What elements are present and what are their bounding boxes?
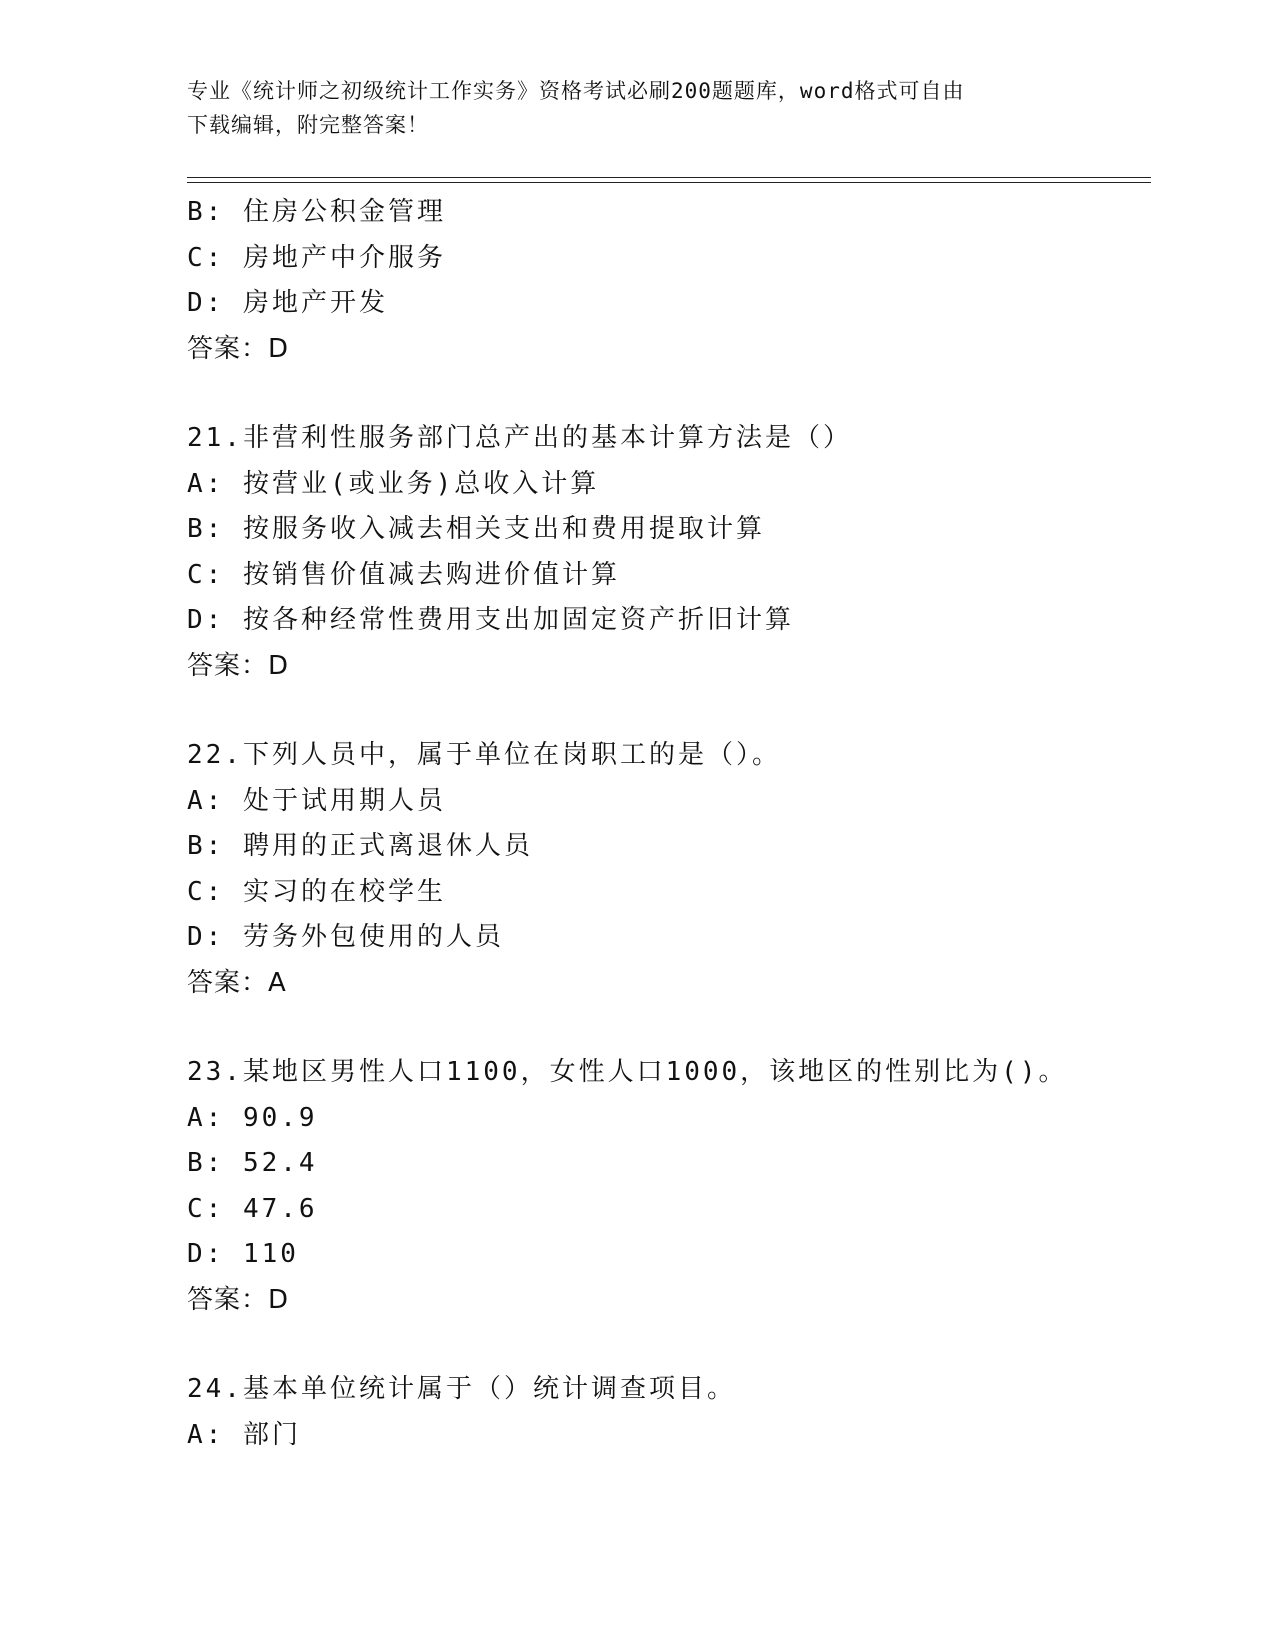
answer-line: 答案：D (187, 1284, 290, 1315)
question-block-24 (187, 1367, 1147, 1458)
answer-line: 答案：D (187, 650, 290, 681)
option-a: A: 处于试用期人员 (187, 785, 446, 816)
option-c: C: 房地产中介服务 (187, 242, 446, 273)
option-d: D: 房地产开发 (187, 288, 388, 318)
question-block-prev (187, 190, 1147, 372)
option-c: C: 实习的在校学生 (187, 876, 446, 907)
spacer (187, 1006, 1147, 1050)
spacer (187, 1323, 1147, 1367)
option-b: B: 住房公积金管理 (187, 197, 446, 227)
option-a: A: 部门 (187, 1419, 301, 1450)
question-stem: 24.基本单位统计属于（）统计调查项目。 (187, 1374, 736, 1404)
answer-line: 答案：D (187, 333, 290, 364)
option-c: C: 按销售价值减去购进价值计算 (187, 559, 620, 590)
option-c: C: 47.6 (187, 1193, 318, 1224)
spacer (187, 689, 1147, 733)
option-a: A: 90.9 (187, 1102, 318, 1133)
option-a: A: 按营业(或业务)总收入计算 (187, 468, 600, 499)
option-b: B: 52.4 (187, 1148, 318, 1178)
option-b: B: 按服务收入减去相关支出和费用提取计算 (187, 514, 765, 544)
option-d: D: 110 (187, 1239, 299, 1269)
option-b: B: 聘用的正式离退休人员 (187, 831, 533, 861)
question-stem: 22.下列人员中，属于单位在岗职工的是（）。 (187, 740, 781, 770)
question-stem: 23.某地区男性人口1100，女性人口1000，该地区的性别比为()。 (187, 1057, 1068, 1087)
question-block-22 (187, 733, 1147, 1006)
question-list (187, 190, 1147, 1458)
question-stem: 21.非营利性服务部门总产出的基本计算方法是（） (187, 423, 852, 453)
header-line-1: 专业《统计师之初级统计工作实务》资格考试必刷200题题库，word格式可自由 (187, 79, 965, 103)
answer-line: 答案：A (187, 967, 287, 998)
document-header (187, 74, 1067, 142)
question-block-23 (187, 1050, 1147, 1323)
header-line-2: 下载编辑，附完整答案！ (187, 113, 429, 137)
header-divider-top (187, 177, 1151, 178)
spacer (187, 372, 1147, 416)
header-divider-bottom (187, 182, 1151, 183)
question-block-21 (187, 416, 1147, 689)
option-d: D: 劳务外包使用的人员 (187, 922, 504, 952)
option-d: D: 按各种经常性费用支出加固定资产折旧计算 (187, 605, 794, 635)
